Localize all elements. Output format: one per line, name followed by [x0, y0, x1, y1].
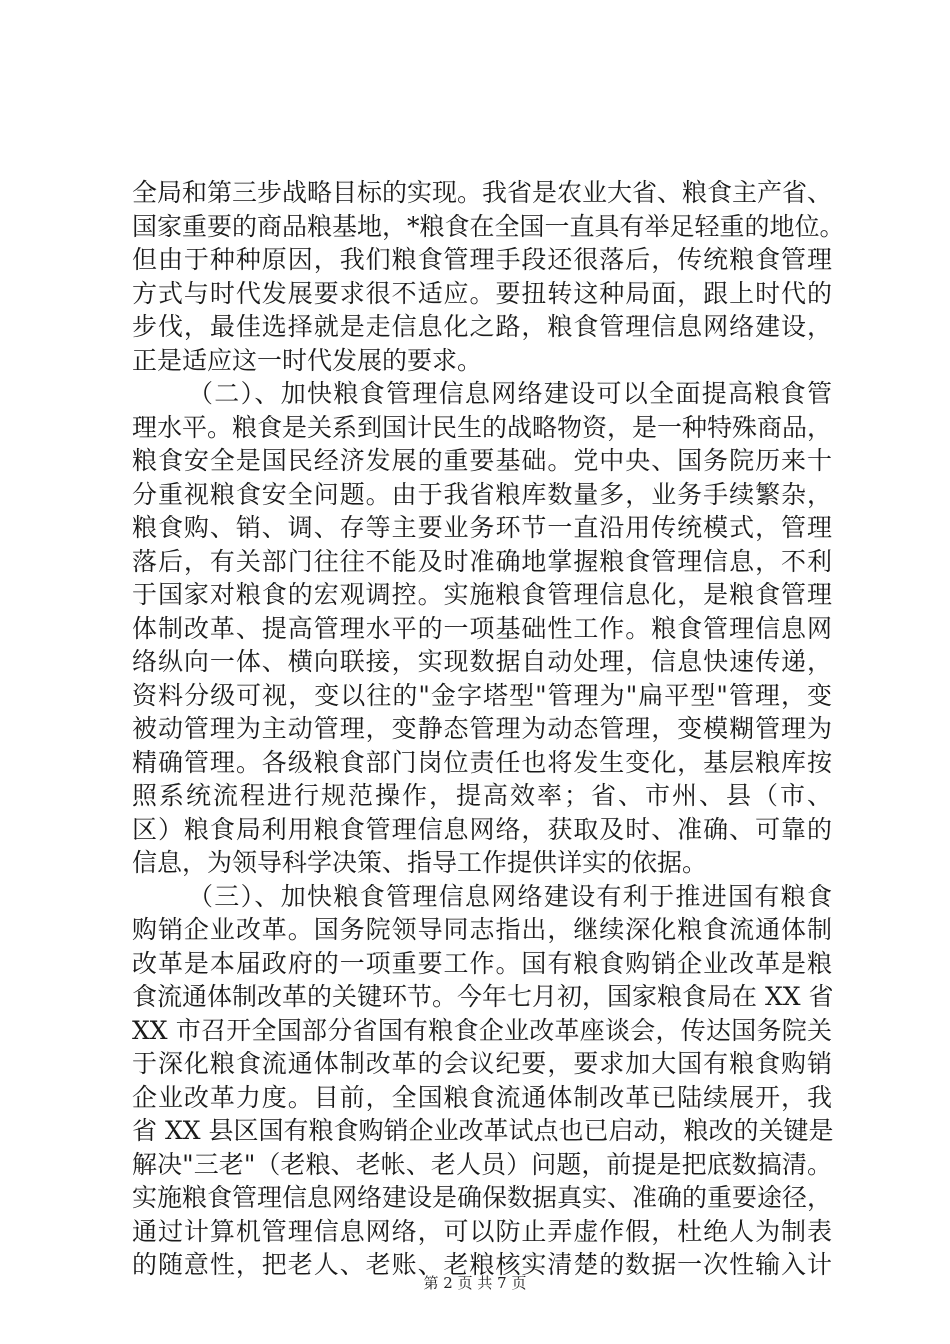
text-line: 粮食安全是国民经济发展的重要基础。党中央、国务院历来十	[132, 446, 832, 475]
text-line: 国家重要的商品粮基地，*粮食在全国一直具有举足轻重的地位。	[132, 211, 845, 241]
text-line: （三）、加快粮食管理信息网络建设有利于推进国有粮食	[188, 881, 832, 911]
body-text	[132, 176, 845, 1282]
text-line: 于国家对粮食的宏观调控。实施粮食管理信息化，是粮食管理	[132, 580, 832, 609]
text-line: 体制改革、提高管理水平的一项基础性工作。粮食管理信息网	[132, 613, 832, 643]
text-line: 精确管理。各级粮食部门岗位责任也将发生变化，基层粮库按	[132, 747, 832, 777]
text-line: 全局和第三步战略目标的实现。我省是农业大省、粮食主产省、	[132, 178, 833, 207]
text-line: 分重视粮食安全问题。由于我省粮库数量多，业务手续繁杂，	[132, 479, 832, 509]
text-line: 实施粮食管理信息网络建设是确保数据真实、准确的重要途径，	[132, 1183, 833, 1212]
text-line: 的随意性，把老人、老账、老粮核实清楚的数据一次性输入计	[132, 1250, 832, 1279]
text-line: 改革是本届政府的一项重要工作。国有粮食购销企业改革是粮	[132, 948, 832, 978]
text-line: 粮食购、销、调、存等主要业务环节一直沿用传统模式，管理	[132, 513, 832, 542]
text-line: 食流通体制改革的关键环节。今年七月初，国家粮食局在 XX 省	[132, 982, 834, 1011]
text-line: 省 XX 县区国有粮食购销企业改革试点也已启动，粮改的关键是	[132, 1116, 834, 1145]
text-line: 理水平。粮食是关系到国计民生的战略物资，是一种特殊商品，	[132, 412, 833, 442]
text-line: 正是适应这一时代发展的要求。	[132, 345, 483, 375]
text-line: 资料分级可视，变以往的"金字塔型"管理为"扁平型"管理，变	[132, 680, 832, 710]
page-footer: 第 2 页 共 7 页	[423, 1274, 527, 1292]
text-line: 照系统流程进行规范操作，提高效率；省、市州、县（市、	[132, 781, 832, 810]
text-line: XX 市召开全国部分省国有粮食企业改革座谈会，传达国务院关	[132, 1015, 832, 1045]
text-line: 方式与时代发展要求很不适应。要扭转这种局面，跟上时代的	[132, 278, 832, 308]
text-line: 解决"三老"（老粮、老帐、老人员）问题，前提是把底数搞清。	[132, 1149, 832, 1179]
text-line: 但由于种种原因，我们粮食管理手段还很落后，传统粮食管理	[132, 245, 832, 274]
text-line: 通过计算机管理信息网络，可以防止弄虚作假，杜绝人为制表	[132, 1216, 832, 1246]
text-line: 络纵向一体、横向联接，实现数据自动处理，信息快速传递，	[132, 647, 832, 676]
text-line: 企业改革力度。目前，全国粮食流通体制改革已陆续展开，我	[132, 1082, 832, 1112]
text-line: （二）、加快粮食管理信息网络建设可以全面提高粮食管	[188, 379, 832, 408]
text-line: 购销企业改革。国务院领导同志指出，继续深化粮食流通体制	[132, 915, 832, 944]
text-line: 信息，为领导科学决策、指导工作提供详实的依据。	[132, 848, 708, 877]
text-line: 落后，有关部门往往不能及时准确地掌握粮食管理信息，不利	[132, 546, 832, 576]
text-line: 步伐，最佳选择就是走信息化之路，粮食管理信息网络建设，	[132, 312, 832, 341]
text-line: 区）粮食局利用粮食管理信息网络，获取及时、准确、可靠的	[132, 814, 832, 844]
text-line: 于深化粮食流通体制改革的会议纪要，要求加大国有粮食购销	[132, 1049, 832, 1078]
text-line: 被动管理为主动管理，变静态管理为动态管理，变模糊管理为	[132, 714, 832, 743]
